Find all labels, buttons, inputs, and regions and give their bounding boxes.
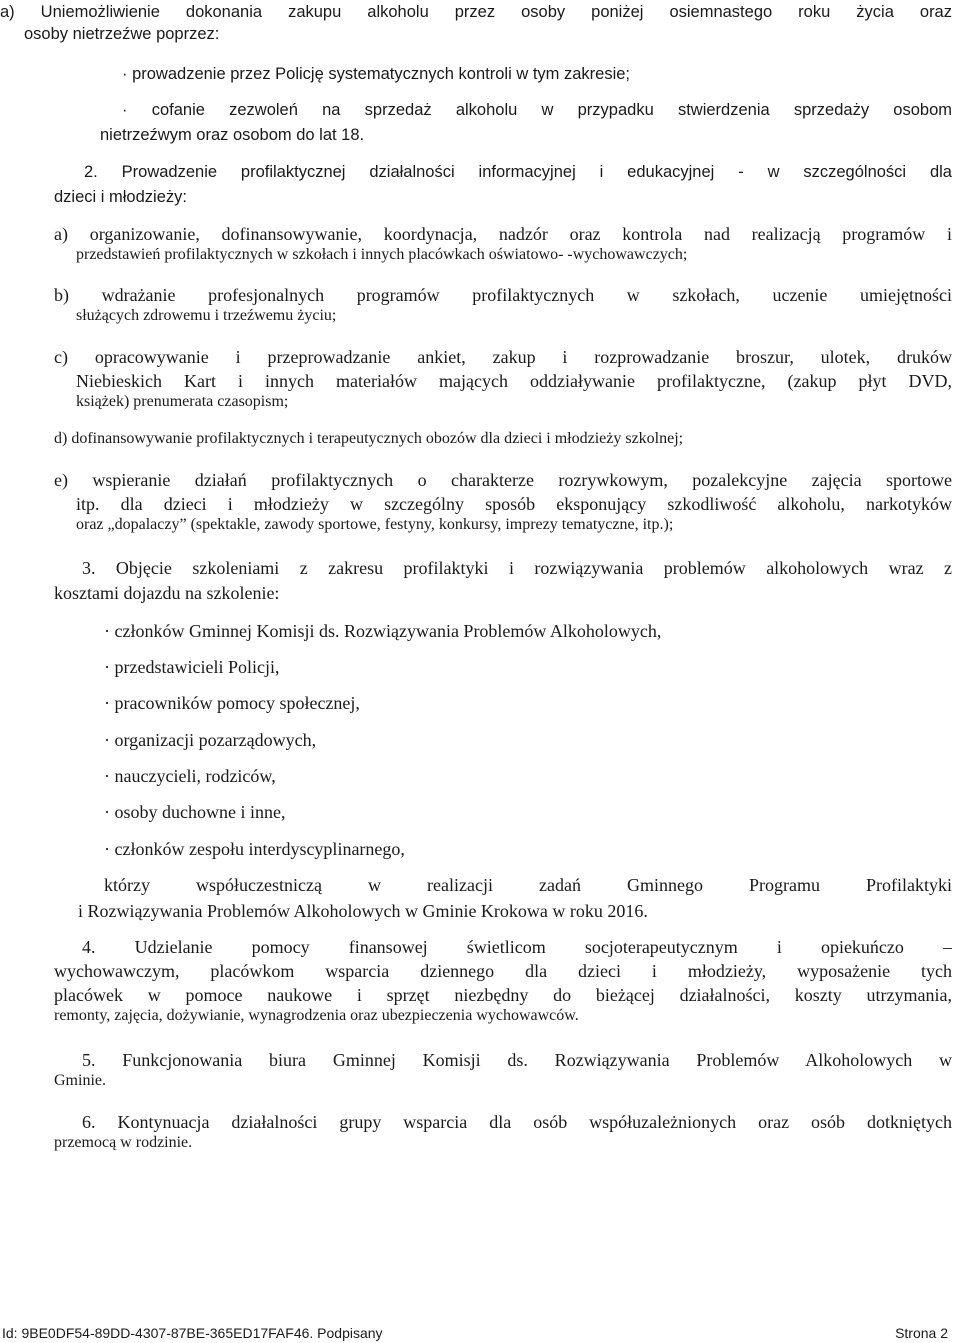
section2-item-b-line1-text: b) wdrażanie profesjonalnych programów profilaktycznych w szkołach, uczenie umiejętności <box>54 285 952 305</box>
intro-a-line2: osoby nietrzeźwe poprzez: <box>24 25 220 43</box>
section2-item-b-line2: służących zdrowemu i trzeźwemu życiu; <box>76 307 337 324</box>
section3-bullet-7: · członków zespołu interdyscyplinarnego, <box>104 839 405 859</box>
section2-item-d-line1: d) dofinansowywanie profilaktycznych i terapeutycznych obozów dla dzieci i młodzieży szkolnej; <box>54 430 684 447</box>
section5 <box>54 1048 952 1096</box>
section3-heading-line1-text: 3. Objęcie szkoleniami z zakresu profilaktyki i rozwiązywania problemów alkoholowych wraz z <box>82 558 952 578</box>
section2-item-e-line1 <box>54 468 952 492</box>
section4-line2-text: wychowawczym, placówkom wsparcia dziennego dla dzieci i młodzieży, wyposażenie tych <box>54 961 952 981</box>
section3-bullet-3: · pracowników pomocy społecznej, <box>104 693 360 713</box>
section5-line2: Gminie. <box>54 1072 106 1089</box>
section2-item-c-line3: książek) prenumerata czasopism; <box>76 393 289 410</box>
section2-item-d <box>54 430 952 454</box>
intro-a-line1 <box>0 0 952 24</box>
section3-bullet-1: · członków Gminnej Komisji ds. Rozwiązywania Problemów Alkoholowych, <box>104 621 662 641</box>
section3-bullet-4: · organizacji pozarządowych, <box>104 730 317 750</box>
section2-item-e-line1-text: e) wspieranie działań profilaktycznych o charakterze rozrywkowym, pozalekcyjne zajęcia sportowe <box>54 470 952 490</box>
section4-line1 <box>54 935 952 959</box>
section6-line1 <box>54 1110 952 1134</box>
section2-item-a-line2: przedstawień profilaktycznych w szkołach i innych placówkach oświatowo- -wychowawczych; <box>76 246 688 263</box>
section2-item-c <box>54 345 952 417</box>
section2-item-a <box>54 222 952 270</box>
section2-heading-line2: dzieci i młodzieży: <box>54 188 187 206</box>
intro-a-bullet2-line1 <box>122 98 952 122</box>
section2-heading-line1-text: 2. Prowadzenie profilaktycznej działalności informacyjnej i edukacyjnej - w szczególności dla <box>84 163 952 181</box>
section3-bullet-6: · osoby duchowne i inne, <box>104 802 286 822</box>
section3-bullet-2: · przedstawicieli Policji, <box>104 657 280 677</box>
section2-item-e <box>54 468 952 540</box>
section2-heading-line1 <box>84 160 952 184</box>
section6 <box>54 1110 952 1158</box>
page-footer <box>0 1323 960 1343</box>
section2-item-c-line2 <box>54 369 952 393</box>
section6-line1-text: 6. Kontynuacja działalności grupy wsparcia dla osób współuzależnionych oraz osób dotkniętych <box>82 1112 952 1132</box>
section2-item-e-line2 <box>54 492 952 516</box>
section3-closing-line2: i Rozwiązywania Problemów Alkoholowych w Gminie Krokowa w roku 2016. <box>78 901 648 921</box>
page-number: Strona 2 <box>895 1325 948 1341</box>
intro-a-bullet1: · prowadzenie przez Policję systematycznych kontroli w tym zakresie; <box>122 65 631 83</box>
section4-line2 <box>54 959 952 983</box>
section5-line1 <box>54 1048 952 1072</box>
section2-item-c-line2-text: Niebieskich Kart i innych materiałów mających oddziaływanie profilaktyczne, (zakup płyt DVD, <box>76 371 952 391</box>
intro-a-bullet2-line2: nietrzeźwym oraz osobom do lat 18. <box>100 126 365 144</box>
section5-line1-text: 5. Funkcjonowania biura Gminnej Komisji ds. Rozwiązywania Problemów Alkoholowych w <box>82 1050 952 1070</box>
section2-item-b-line1 <box>54 283 952 307</box>
section2-item-e-line3: oraz „dopalaczy” (spektakle, zawody sportowe, festyny, konkursy, imprezy tematyczne, itp.); <box>76 516 674 533</box>
section4-line3 <box>54 983 952 1007</box>
section3-heading-line2: kosztami dojazdu na szkolenie: <box>54 583 280 603</box>
section4-line4: remonty, zajęcia, dożywianie, wynagrodzenia oraz ubezpieczenia wychowawców. <box>54 1007 579 1024</box>
section6-line2: przemocą w rodzinie. <box>54 1134 193 1151</box>
section2-item-a-line1 <box>54 222 952 246</box>
section3-heading-line1 <box>82 556 952 580</box>
section4 <box>54 935 952 1031</box>
section3-closing-line1-text: którzy współuczestniczą w realizacji zadań Gminnego Programu Profilaktyki <box>104 875 952 895</box>
section4-line1-text: 4. Udzielanie pomocy finansowej świetlicom socjoterapeutycznym i opiekuńczo – <box>82 937 952 957</box>
intro-a-line1-text: a) Uniemożliwienie dokonania zakupu alkoholu przez osoby poniżej osiemnastego roku życia oraz <box>0 3 952 21</box>
intro-a-bullet2-line1-text: · cofanie zezwoleń na sprzedaż alkoholu w przypadku stwierdzenia sprzedaży osobom <box>122 101 952 119</box>
section2-item-c-line1-text: c) opracowywanie i przeprowadzanie ankiet, zakup i rozprowadzanie broszur, ulotek, druków <box>54 347 952 367</box>
section2-item-a-line1-text: a) organizowanie, dofinansowywanie, koordynacja, nadzór oraz kontrola nad realizacją programów i <box>54 224 952 244</box>
section2-item-c-line1 <box>54 345 952 369</box>
section2-item-e-line2-text: itp. dla dzieci i młodzieży w szczególny sposób eksponujący szkodliwość alkoholu, narkotyków <box>76 494 952 514</box>
document-id: Id: 9BE0DF54-89DD-4307-87BE-365ED17FAF46. Podpisany <box>2 1325 383 1341</box>
section3-bullet-5: · nauczycieli, rodziców, <box>104 766 276 786</box>
section2-item-b <box>54 283 952 331</box>
section4-line3-text: placówek w pomoce naukowe i sprzęt niezbędny do bieżącej działalności, koszty utrzymania, <box>54 985 952 1005</box>
section3-closing-line1 <box>104 873 952 897</box>
